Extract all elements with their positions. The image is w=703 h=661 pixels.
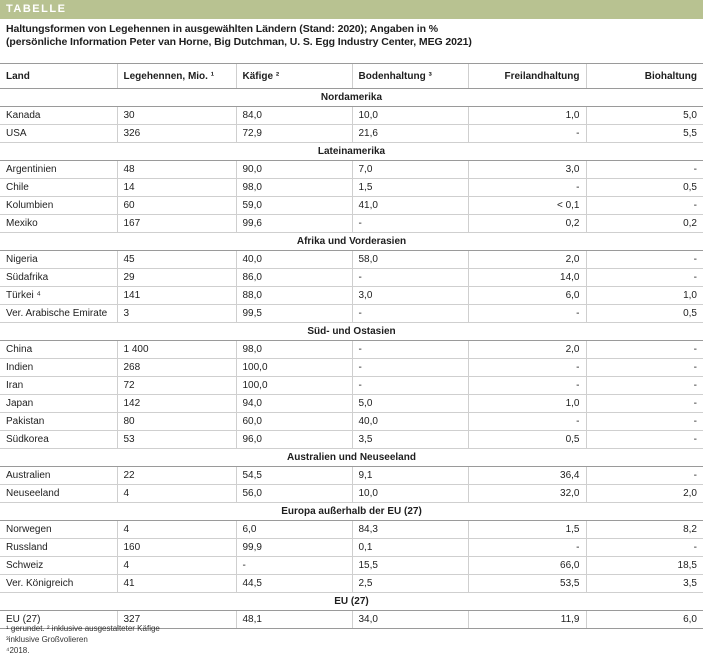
- table-row: [0, 395, 703, 413]
- section-header: [0, 449, 703, 467]
- cell-country: Ver. Arabische Emirate: [0, 305, 117, 323]
- table-caption: [6, 23, 696, 49]
- cell-country: Australien: [0, 467, 117, 485]
- table-row: [0, 557, 703, 575]
- cell-free-range: 6,0: [468, 287, 586, 305]
- cell-cages: 86,0: [236, 269, 352, 287]
- cell-hens: 4: [117, 557, 236, 575]
- cell-hens: 22: [117, 467, 236, 485]
- cell-hens: 30: [117, 107, 236, 125]
- cell-barn: 21,6: [352, 125, 468, 143]
- cell-free-range: -: [468, 377, 586, 395]
- cell-cages: 88,0: [236, 287, 352, 305]
- cell-hens: 72: [117, 377, 236, 395]
- cell-organic: 5,0: [586, 107, 703, 125]
- cell-hens: 167: [117, 215, 236, 233]
- section-header: [0, 143, 703, 161]
- table-row: [0, 305, 703, 323]
- table-row: [0, 377, 703, 395]
- cell-free-range: -: [468, 359, 586, 377]
- cell-cages: 98,0: [236, 179, 352, 197]
- table-body: [0, 89, 703, 629]
- cell-organic: -: [586, 161, 703, 179]
- cell-cages: 59,0: [236, 197, 352, 215]
- cell-organic: 3,5: [586, 575, 703, 593]
- table-row: [0, 539, 703, 557]
- cell-free-range: -: [468, 305, 586, 323]
- cell-barn: -: [352, 269, 468, 287]
- cell-cages: 99,5: [236, 305, 352, 323]
- hen-housing-table: [0, 63, 703, 629]
- table-row: [0, 179, 703, 197]
- cell-country: Pakistan: [0, 413, 117, 431]
- cell-hens: 53: [117, 431, 236, 449]
- cell-cages: 54,5: [236, 467, 352, 485]
- header-row: [0, 64, 703, 89]
- cell-barn: 7,0: [352, 161, 468, 179]
- cell-cages: 100,0: [236, 377, 352, 395]
- cell-organic: 5,5: [586, 125, 703, 143]
- cell-free-range: -: [468, 179, 586, 197]
- cell-country: Südafrika: [0, 269, 117, 287]
- table-row: [0, 467, 703, 485]
- cell-barn: -: [352, 305, 468, 323]
- cell-free-range: 11,9: [468, 611, 586, 629]
- footnote-2: ³inklusive Großvolieren: [6, 635, 88, 644]
- table-row: [0, 251, 703, 269]
- cell-free-range: 0,2: [468, 215, 586, 233]
- cell-barn: 2,5: [352, 575, 468, 593]
- cell-country: Russland: [0, 539, 117, 557]
- header-cages: Käfige ²: [236, 64, 352, 89]
- cell-country: Ver. Königreich: [0, 575, 117, 593]
- cell-country: Chile: [0, 179, 117, 197]
- cell-hens: 1 400: [117, 341, 236, 359]
- cell-barn: -: [352, 215, 468, 233]
- cell-organic: -: [586, 341, 703, 359]
- cell-cages: 40,0: [236, 251, 352, 269]
- cell-barn: 41,0: [352, 197, 468, 215]
- cell-organic: 0,2: [586, 215, 703, 233]
- table-row: [0, 485, 703, 503]
- cell-free-range: < 0,1: [468, 197, 586, 215]
- cell-barn: 9,1: [352, 467, 468, 485]
- cell-free-range: 0,5: [468, 431, 586, 449]
- cell-hens: 41: [117, 575, 236, 593]
- section-title: Lateinamerika: [0, 143, 703, 161]
- header-hens: Legehennen, Mio. ¹: [117, 64, 236, 89]
- section-title: Nordamerika: [0, 89, 703, 107]
- cell-hens: 3: [117, 305, 236, 323]
- cell-cages: 99,9: [236, 539, 352, 557]
- cell-barn: 58,0: [352, 251, 468, 269]
- cell-country: China: [0, 341, 117, 359]
- caption-line-2: (persönliche Information Peter van Horne, Big Dutchman, U. S. Egg Industry Center, MEG 2021): [6, 36, 472, 48]
- cell-cages: 60,0: [236, 413, 352, 431]
- cell-country: Norwegen: [0, 521, 117, 539]
- cell-country: Argentinien: [0, 161, 117, 179]
- cell-free-range: 32,0: [468, 485, 586, 503]
- section-title: EU (27): [0, 593, 703, 611]
- cell-organic: -: [586, 359, 703, 377]
- section-header: [0, 89, 703, 107]
- cell-organic: 18,5: [586, 557, 703, 575]
- cell-hens: 48: [117, 161, 236, 179]
- cell-free-range: 66,0: [468, 557, 586, 575]
- cell-country: Kolumbien: [0, 197, 117, 215]
- cell-organic: -: [586, 377, 703, 395]
- table-banner: TABELLE: [0, 0, 703, 19]
- cell-cages: 98,0: [236, 341, 352, 359]
- cell-cages: 84,0: [236, 107, 352, 125]
- cell-barn: 34,0: [352, 611, 468, 629]
- cell-hens: 142: [117, 395, 236, 413]
- footnotes: [6, 623, 160, 656]
- cell-hens: 29: [117, 269, 236, 287]
- cell-organic: -: [586, 467, 703, 485]
- cell-cages: 90,0: [236, 161, 352, 179]
- cell-hens: 160: [117, 539, 236, 557]
- cell-free-range: -: [468, 413, 586, 431]
- cell-hens: 60: [117, 197, 236, 215]
- footnote-1: ¹ gerundet. ² inklusive ausgestalteter Käfige: [6, 624, 160, 633]
- cell-barn: 0,1: [352, 539, 468, 557]
- cell-barn: -: [352, 377, 468, 395]
- section-title: Afrika und Vorderasien: [0, 233, 703, 251]
- cell-free-range: 2,0: [468, 341, 586, 359]
- cell-free-range: 3,0: [468, 161, 586, 179]
- cell-cages: 44,5: [236, 575, 352, 593]
- cell-free-range: -: [468, 125, 586, 143]
- cell-country: Japan: [0, 395, 117, 413]
- caption-line-1: Haltungsformen von Legehennen in ausgewählten Ländern (Stand: 2020); Angaben in %: [6, 23, 438, 35]
- section-header: [0, 323, 703, 341]
- cell-cages: 6,0: [236, 521, 352, 539]
- cell-cages: 96,0: [236, 431, 352, 449]
- cell-country: Südkorea: [0, 431, 117, 449]
- cell-country: EU (27): [0, 611, 117, 629]
- section-title: Australien und Neuseeland: [0, 449, 703, 467]
- cell-barn: -: [352, 359, 468, 377]
- header-free-range: Freilandhaltung: [468, 64, 586, 89]
- cell-hens: 141: [117, 287, 236, 305]
- cell-cages: 48,1: [236, 611, 352, 629]
- cell-barn: 1,5: [352, 179, 468, 197]
- cell-free-range: 36,4: [468, 467, 586, 485]
- cell-hens: 327: [117, 611, 236, 629]
- cell-free-range: 1,5: [468, 521, 586, 539]
- cell-free-range: 1,0: [468, 395, 586, 413]
- cell-organic: -: [586, 539, 703, 557]
- cell-organic: -: [586, 395, 703, 413]
- cell-cages: 56,0: [236, 485, 352, 503]
- table-row: [0, 197, 703, 215]
- cell-organic: 2,0: [586, 485, 703, 503]
- cell-country: Neuseeland: [0, 485, 117, 503]
- table-row: [0, 125, 703, 143]
- cell-organic: 8,2: [586, 521, 703, 539]
- cell-country: Mexiko: [0, 215, 117, 233]
- cell-country: Nigeria: [0, 251, 117, 269]
- cell-organic: -: [586, 431, 703, 449]
- cell-barn: 10,0: [352, 107, 468, 125]
- cell-organic: -: [586, 197, 703, 215]
- table-row: [0, 431, 703, 449]
- cell-hens: 268: [117, 359, 236, 377]
- cell-cages: 100,0: [236, 359, 352, 377]
- section-title: Europa außerhalb der EU (27): [0, 503, 703, 521]
- section-header: [0, 233, 703, 251]
- cell-free-range: 2,0: [468, 251, 586, 269]
- cell-hens: 326: [117, 125, 236, 143]
- cell-hens: 45: [117, 251, 236, 269]
- cell-organic: 6,0: [586, 611, 703, 629]
- cell-organic: 0,5: [586, 179, 703, 197]
- table-row: [0, 269, 703, 287]
- cell-cages: -: [236, 557, 352, 575]
- table-row: [0, 287, 703, 305]
- cell-cages: 94,0: [236, 395, 352, 413]
- cell-barn: 15,5: [352, 557, 468, 575]
- cell-country: Schweiz: [0, 557, 117, 575]
- cell-hens: 14: [117, 179, 236, 197]
- cell-barn: 3,5: [352, 431, 468, 449]
- cell-barn: 40,0: [352, 413, 468, 431]
- table-row: [0, 215, 703, 233]
- header-land: Land: [0, 64, 117, 89]
- cell-barn: 84,3: [352, 521, 468, 539]
- cell-cages: 72,9: [236, 125, 352, 143]
- cell-country: Indien: [0, 359, 117, 377]
- table-row: [0, 521, 703, 539]
- section-header: [0, 503, 703, 521]
- cell-country: Türkei ⁴: [0, 287, 117, 305]
- cell-free-range: -: [468, 539, 586, 557]
- cell-hens: 4: [117, 485, 236, 503]
- cell-organic: -: [586, 413, 703, 431]
- cell-barn: 10,0: [352, 485, 468, 503]
- cell-hens: 4: [117, 521, 236, 539]
- cell-barn: 5,0: [352, 395, 468, 413]
- table-row: [0, 107, 703, 125]
- cell-hens: 80: [117, 413, 236, 431]
- cell-organic: 0,5: [586, 305, 703, 323]
- cell-free-range: 1,0: [468, 107, 586, 125]
- header-barn: Bodenhaltung ³: [352, 64, 468, 89]
- table-row: [0, 359, 703, 377]
- header-organic: Biohaltung: [586, 64, 703, 89]
- cell-organic: 1,0: [586, 287, 703, 305]
- cell-organic: -: [586, 269, 703, 287]
- cell-country: Kanada: [0, 107, 117, 125]
- table-row: [0, 575, 703, 593]
- cell-country: USA: [0, 125, 117, 143]
- cell-free-range: 14,0: [468, 269, 586, 287]
- section-header: [0, 593, 703, 611]
- table-row: [0, 413, 703, 431]
- cell-barn: -: [352, 341, 468, 359]
- section-title: Süd- und Ostasien: [0, 323, 703, 341]
- table-row: [0, 161, 703, 179]
- cell-barn: 3,0: [352, 287, 468, 305]
- cell-organic: -: [586, 251, 703, 269]
- footnote-3: ⁴2018.: [6, 646, 30, 655]
- cell-free-range: 53,5: [468, 575, 586, 593]
- cell-cages: 99,6: [236, 215, 352, 233]
- cell-country: Iran: [0, 377, 117, 395]
- table-row: [0, 341, 703, 359]
